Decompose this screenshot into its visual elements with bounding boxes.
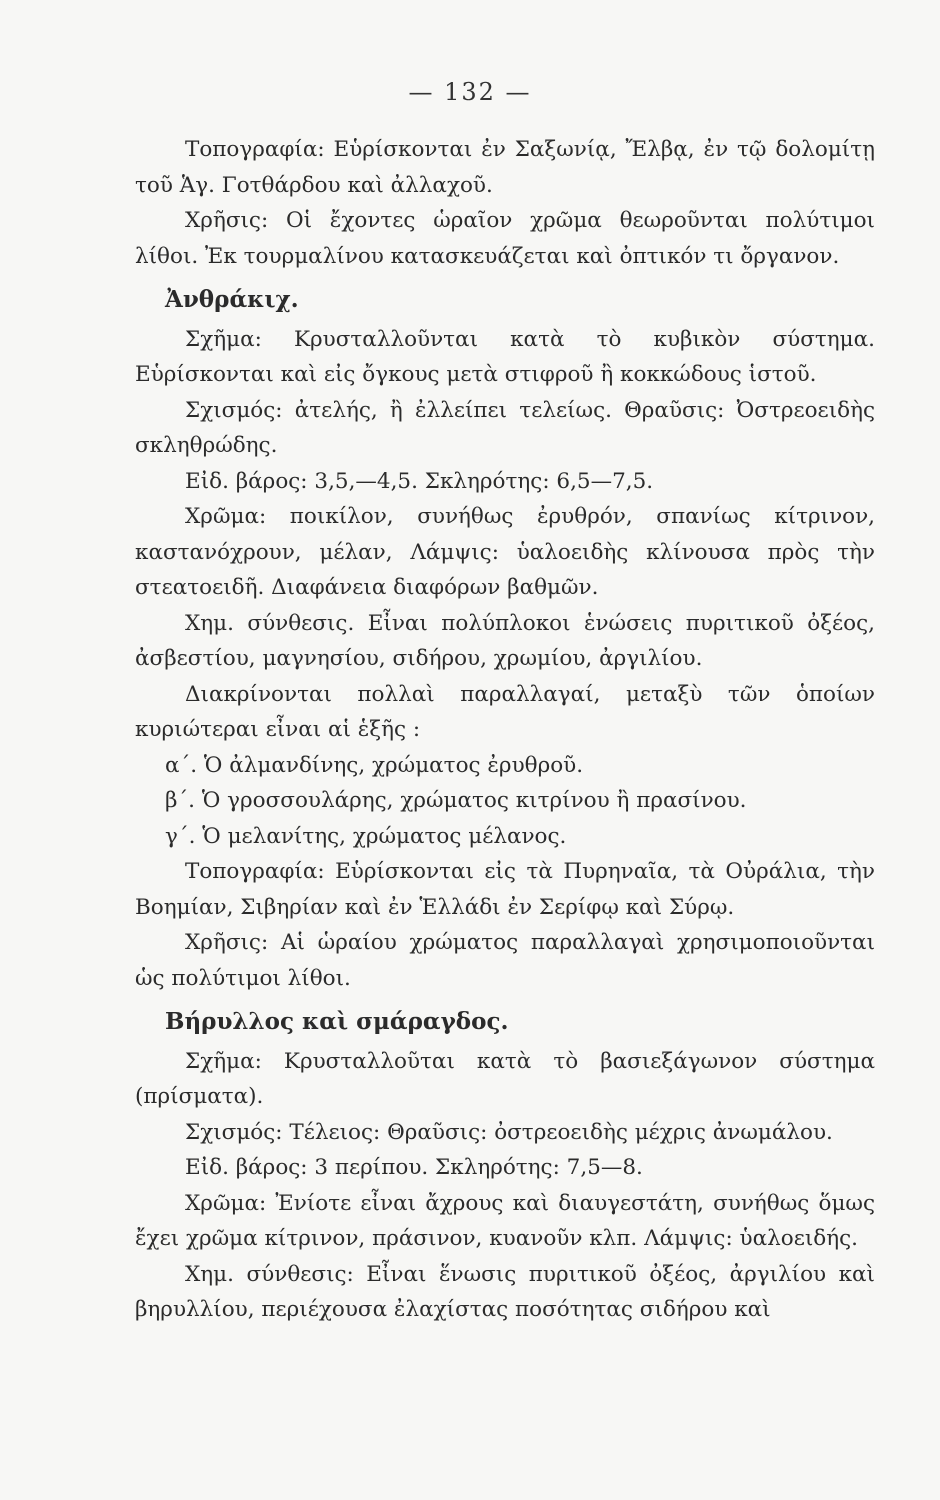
paragraph: Σχῆμα: Κρυσταλλοῦνται κατὰ τὸ κυβικὸν σύστημα. Εὑρίσκονται καὶ εἰς ὄγκους μετὰ στιφροῦ ἢ κοκκώδους ἱστοῦ. <box>135 326 875 387</box>
paragraph: Χρῶμα: ποικίλον, συνήθως ἐρυθρόν, σπανίως κίτρινον, καστανόχρουν, μέλαν, Λάμψις: ὑαλοειδὴς κλίνουσα πρὸς τὴν στεατοειδῆ. Διαφάνεια διαφόρων βαθμῶν. <box>135 504 875 600</box>
section-heading: Βήρυλλος καὶ σμάραγδος. <box>165 1008 509 1035</box>
page-body <box>135 132 875 1328</box>
paragraph: Χρῆσις: Αἱ ὡραίου χρώματος παραλλαγαὶ χρησιμοποιοῦνται ὡς πολύτιμοι λίθοι. <box>135 930 875 991</box>
paragraph: Τοπογραφία: Εὑρίσκονται εἰς τὰ Πυρηναῖα, τὰ Οὐράλια, τὴν Βοημίαν, Σιβηρίαν καὶ ἐν Ἑλλάδι ἐν Σερίφῳ καὶ Σύρῳ. <box>135 859 875 920</box>
paragraph: Τοπογραφία: Εὑρίσκονται ἐν Σαξωνίᾳ, Ἔλβᾳ, ἐν τῷ δολομίτῃ τοῦ Ἁγ. Γοτθάρδου καὶ ἀλλαχοῦ. <box>135 137 875 198</box>
paragraph: Χημ. σύνθεσις. Εἶναι πολύπλοκοι ἑνώσεις πυριτικοῦ ὀξέος, ἀσβεστίου, μαγνησίου, σιδήρου, χρωμίου, ἀργιλίου. <box>135 610 875 671</box>
paragraph: Σχῆμα: Κρυσταλλοῦται κατὰ τὸ βασιεξάγωνον σύστημα (πρίσματα). <box>135 1048 875 1109</box>
page-number: — 132 — <box>408 78 532 106</box>
section-heading: Ἀνθράκιχ. <box>165 286 299 313</box>
paragraph: Χρῆσις: Οἱ ἔχοντες ὡραῖον χρῶμα θεωροῦνται πολύτιμοι λίθοι. Ἐκ τουρμαλίνου κατασκευάζεται καὶ ὀπτικόν τι ὄργανον. <box>135 208 875 269</box>
paragraph: Χρῶμα: Ἐνίοτε εἶναι ἄχρους καὶ διαυγεστάτη, συνήθως ὅμως ἔχει χρῶμα κίτρινον, πράσινον, κυανοῦν κλπ. Λάμψις: ὑαλοειδής. <box>135 1190 875 1251</box>
paragraph: Σχισμός: Τέλειος: Θραῦσις: ὀστρεοειδὴς μέχρις ἀνωμάλου. <box>185 1119 833 1145</box>
list-item: β΄. Ὁ γροσσουλάρης, χρώματος κιτρίνου ἢ πρασίνου. <box>165 788 747 813</box>
paragraph: Εἰδ. βάρος: 3 περίπου. Σκληρότης: 7,5—8. <box>185 1155 643 1180</box>
list-item: α΄. Ὁ ἀλμανδίνης, χρώματος ἐρυθροῦ. <box>165 752 584 778</box>
paragraph: Διακρίνονται πολλαὶ παραλλαγαί, μεταξὺ τῶν ὁποίων κυριώτεραι εἶναι αἱ ἑξῆς : <box>135 681 875 742</box>
paragraph: Σχισμός: ἀτελής, ἢ ἐλλείπει τελείως. Θραῦσις: Ὀστρεοειδὴς σκληθρώδης. <box>135 397 875 458</box>
list-item: γ΄. Ὁ μελανίτης, χρώματος μέλανος. <box>165 823 567 849</box>
paragraph: Χημ. σύνθεσις: Εἶναι ἕνωσις πυριτικοῦ ὀξέος, ἀργιλίου καὶ βηρυλλίου, περιέχουσα ἐλαχίστας ποσότητας σιδήρου καὶ <box>135 1261 875 1322</box>
paragraph: Εἰδ. βάρος: 3,5,—4,5. Σκληρότης: 6,5—7,5. <box>185 468 654 494</box>
